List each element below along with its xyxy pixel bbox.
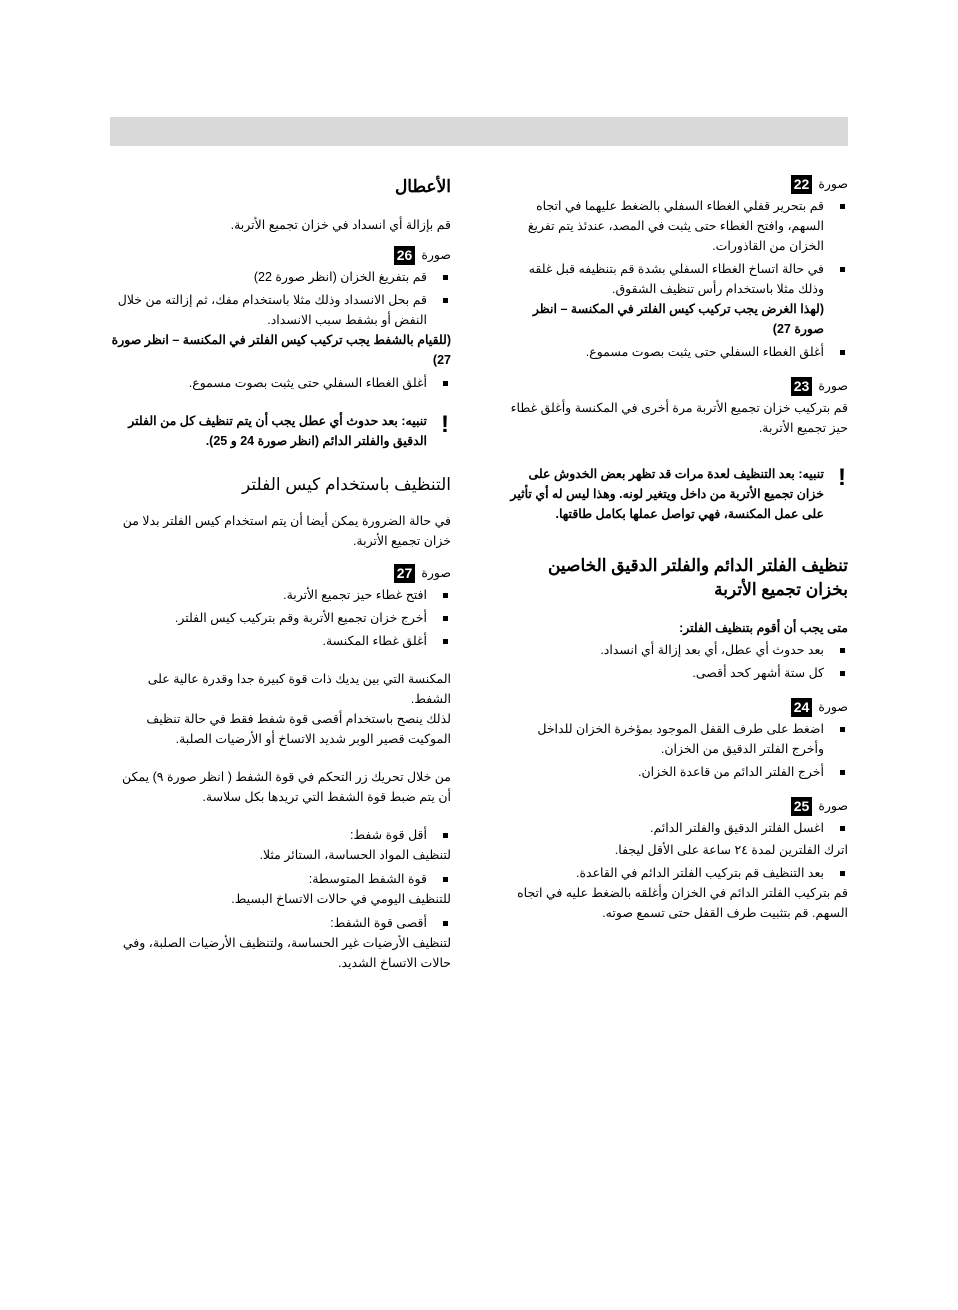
list-item-note: (لهذا الغرض يجب تركيب كيس الفلتر في المكنسة – انظر صورة 27) — [532, 302, 824, 336]
warning-text: تنبيه: بعد التنظيف لعدة مرات قد تظهر بعض الخدوش على خزان تجميع الأتربة من داخل ويتغير لونه. وهذا ليس له أي تأثير على عمل المكنسة، فهي تواصل عملها بكامل طاقتها. — [510, 467, 824, 521]
paragraph: في حالة الضرورة يمكن أيضا أن يتم استخدام كيس الفلتر بدلا من خزان تجميع الأتربة. — [122, 514, 451, 548]
list-item: قوة الشفط المتوسطة: — [110, 869, 451, 889]
figure-label — [508, 697, 848, 717]
header-bar — [110, 117, 848, 146]
paragraph: لذلك ينصح باستخدام أقصى قوة شفط فقط في حالة تنظيف الموكيت قصير الوبر شديد الاتساخ أو الأرضيات الصلبة. — [146, 712, 451, 746]
list-item: أخرج خزان تجميع الأتربة وقم بتركيب كيس الفلتر. — [110, 608, 451, 628]
paragraph: المكنسة التي بين يديك ذات قوة كبيرة جدا وقدرة عالية على الشفط. — [147, 672, 451, 706]
exclamation-icon: ! — [838, 464, 846, 491]
warning-note — [508, 464, 848, 524]
list-item: كل ستة أشهر كحد أقصى. — [508, 663, 848, 683]
figure-label — [110, 245, 451, 265]
list-item: قم بحل الانسداد وذلك مثلا باستخدام مفك، ثم إزالته من خلال النفض أو بشفط سبب الانسداد. — [110, 290, 451, 330]
figure-23-section — [508, 376, 848, 438]
section-heading: الأعطال — [394, 177, 451, 196]
figure-number-badge: 27 — [394, 564, 416, 583]
figure-22-section — [508, 174, 848, 362]
list-item-note: اترك الفلترين لمدة ٢٤ ساعة على الأقل ليجفا. — [614, 843, 848, 857]
subheading: متى يجب أن أقوم بتنظيف الفلتر: — [679, 621, 848, 635]
right-column — [508, 174, 848, 923]
list-item: افتح غطاء حيز تجميع الأتربة. — [110, 585, 451, 605]
figure-24-section — [508, 697, 848, 782]
list-item-description: للتنظيف اليومي في حالات الاتساخ البسيط. — [231, 892, 451, 906]
figure-label — [508, 376, 848, 396]
figure-number-badge: 22 — [791, 175, 813, 194]
list-item-description: لتنظيف المواد الحساسة، الستائر مثلا. — [259, 848, 451, 862]
warning-text: تنبيه: بعد حدوث أي عطل يجب أن يتم تنظيف كل من الفلتر الدقيق والفلتر الدائم (انظر صورة 24 و 25). — [128, 414, 427, 448]
list-item-note: قم بتركيب الفلتر الدائم في الخزان وأغلقه بالضغط عليه في اتجاه السهم. قم بتثبيت طرف القفل حتى تسمع صوته. — [517, 886, 848, 920]
suction-levels-list — [110, 825, 451, 973]
figure-word: صورة — [818, 379, 848, 393]
figure-number-badge: 24 — [791, 698, 813, 717]
section-heading: تنظيف الفلتر الدائم والفلتر الدقيق الخاصين بخزان تجميع الأتربة — [547, 556, 848, 599]
exclamation-icon: ! — [441, 411, 449, 438]
figure-number-badge: 25 — [791, 797, 813, 816]
figure-label — [110, 563, 451, 583]
list-item: قم بتفريغ الخزان (انظر صورة 22) — [110, 267, 451, 287]
figure-word: صورة — [421, 566, 451, 580]
list-item: اغسل الفلتر الدقيق والفلتر الدائم. — [508, 818, 848, 838]
left-column — [110, 175, 451, 973]
list-item: اضغط على طرف القفل الموجود بمؤخرة الخزان للداخل وأخرج الفلتر الدقيق من الخزان. — [508, 719, 848, 759]
section-heading: التنظيف باستخدام كيس الفلتر — [242, 475, 451, 494]
figure-27-section — [110, 563, 451, 651]
when-to-clean-section — [508, 618, 848, 683]
power-paragraph — [110, 669, 451, 749]
list-item: أغلق غطاء المكنسة. — [110, 631, 451, 651]
list-item: في حالة اتساخ الغطاء السفلي بشدة قم بتنظيفه قبل غلقه وذلك مثلا باستخدام رأس تنظيف الشقوق. — [508, 259, 848, 299]
list-item: بعد التنظيف قم بتركيب الفلتر الدائم في القاعدة. — [508, 863, 848, 883]
figure-word: صورة — [421, 248, 451, 262]
paragraph: قم بإزالة أي انسداد في خزان تجميع الأتربة. — [230, 218, 451, 232]
figure-label — [508, 174, 848, 194]
list-item: أقصى قوة الشفط: — [110, 913, 451, 933]
list-item-description: لتنظيف الأرضيات غير الحساسة، ولتنظيف الأرضيات الصلبة، وفي حالات الاتساخ الشديد. — [122, 936, 451, 970]
figure-25-section — [508, 796, 848, 923]
list-item: أغلق الغطاء السفلي حتى يثبت بصوت مسموع. — [508, 342, 848, 362]
list-item: قم بتحرير قفلي الغطاء السفلي بالضغط عليهما في اتجاه السهم، وافتح الغطاء حتى يثبت في المصد، عندئذ يتم تفريغ الخزان من القاذورات. — [508, 196, 848, 256]
paragraph: من خلال تحريك زر التحكم في قوة الشفط ( انظر صورة ٩) يمكن أن يتم ضبط قوة الشفط التي تريدها بكل سلاسة. — [122, 770, 451, 804]
figure-label — [508, 796, 848, 816]
figure-26-section — [110, 245, 451, 393]
list-item: أخرج الفلتر الدائم من قاعدة الخزان. — [508, 762, 848, 782]
figure-number-badge: 26 — [394, 246, 416, 265]
list-item: أغلق الغطاء السفلي حتى يثبت بصوت مسموع. — [110, 373, 451, 393]
figure-word: صورة — [818, 177, 848, 191]
list-item-note: (للقيام بالشفط يجب تركيب كيس الفلتر في المكنسة – انظر صورة 27) — [111, 333, 451, 367]
paragraph: قم بتركيب خزان تجميع الأتربة مرة أخرى في المكنسة وأغلق غطاء حيز تجميع الأتربة. — [510, 401, 848, 435]
figure-number-badge: 23 — [791, 377, 813, 396]
figure-word: صورة — [818, 799, 848, 813]
list-item: بعد حدوث أي عطل، أي بعد إزالة أي انسداد. — [508, 640, 848, 660]
warning-note — [110, 411, 451, 451]
list-item: أقل قوة شفط: — [110, 825, 451, 845]
figure-word: صورة — [818, 700, 848, 714]
